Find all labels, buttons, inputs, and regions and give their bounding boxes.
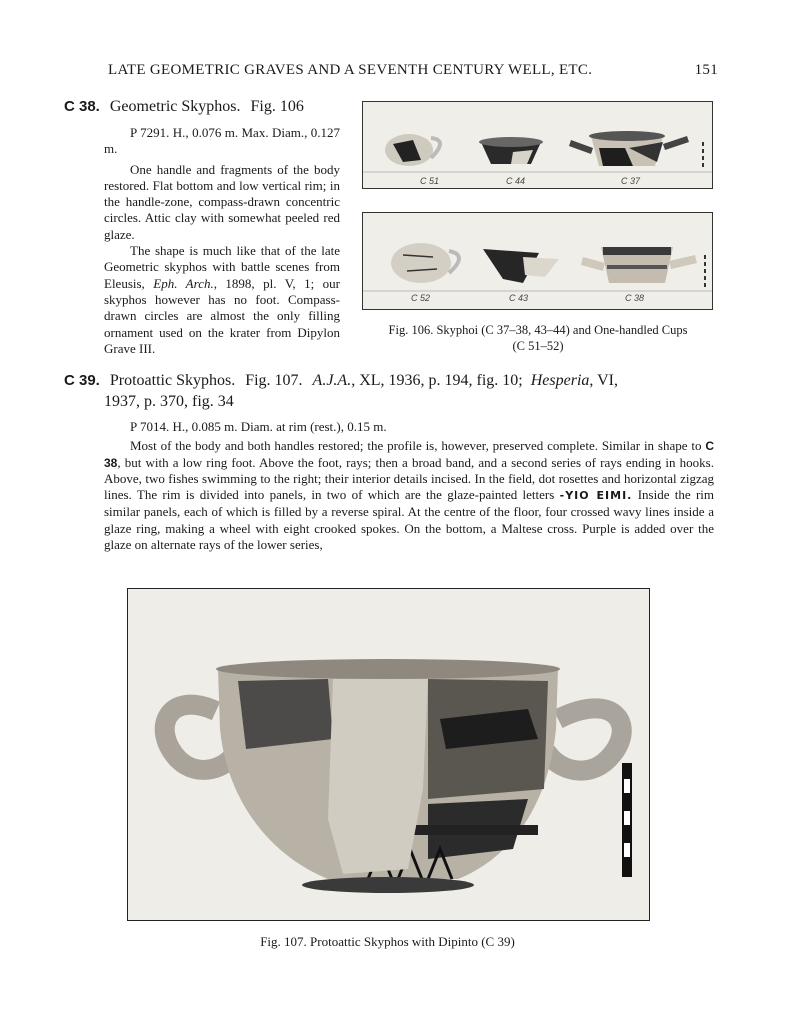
page-number: 151 — [694, 62, 718, 78]
photo-label: C 52 — [411, 293, 431, 303]
figure-106-caption — [358, 322, 718, 354]
running-head — [108, 62, 718, 79]
entry-meta: P 7291. H., 0.076 m. Max. Diam., 0.127 m. — [104, 125, 340, 157]
entry-paragraph — [104, 438, 714, 553]
entry-meta: P 7014. H., 0.085 m. Diam. at rim (rest.), 0.15 m. — [130, 419, 387, 434]
catalog-number: C 39. — [64, 372, 100, 389]
photo-label: C 44 — [506, 176, 526, 186]
citation: Hesperia — [530, 372, 590, 389]
catalog-number: C 38. — [64, 98, 100, 115]
citation: Eph. Arch. — [153, 275, 214, 291]
figure-106-top-photo — [362, 101, 713, 189]
citation: A.J.A. — [312, 372, 352, 389]
entry-title: Protoattic Skyphos. — [109, 372, 236, 389]
entry-c38-heading — [64, 98, 304, 116]
figure-reference: Fig. 107. — [245, 372, 303, 389]
text-run: , but with a low ring foot. Above the foot, rays; then a broad band, and a second series of rays ending in hooks. Above, two fishes swimming to the right; their interior details incised. In the field, dot rosettes and horizontal zigzag lines. The rim is divided into panels, in two of which are the glaze-painted letters — [104, 454, 714, 503]
dipinto-letters: -ΥΙΟ ΕΙΜΙ. — [559, 489, 633, 503]
entry-paragraph — [104, 243, 340, 357]
entry-c39-body — [104, 419, 714, 553]
cups-photo-top — [363, 102, 712, 188]
text-run: The shape is much like that of the late Geometric skyphos with battle scenes from Eleusis, — [104, 243, 340, 291]
text-run: Most of the body and both handles restored; the profile is, however, preserved complete. Similar in shape to — [130, 438, 702, 454]
entry-title: Geometric Skyphos. — [109, 98, 241, 115]
entry-c39-heading-line2: 1937, p. 370, fig. 34 — [104, 393, 234, 410]
skyphos-photo — [128, 589, 649, 920]
photo-label: C 51 — [420, 176, 440, 186]
figure-106-bottom-photo — [362, 212, 713, 310]
entry-c38-body — [104, 125, 340, 357]
photo-label: C 38 — [625, 293, 645, 303]
entry-c39-heading — [64, 372, 714, 390]
caption-line: (C 51–52) — [512, 339, 564, 353]
text-run: , 1898, pl. V, 1; our skyphos however has no foot. Compass-drawn circles are almost the only filling ornament used on the krater from Dipylon Grave III. — [104, 275, 341, 356]
entry-paragraph: One handle and fragments of the body restored. Flat bottom and low vertical rim; in the handle-zone, compass-drawn concentric circles. Attic clay with somewhat peeled red glaze. — [104, 161, 340, 242]
figure-107-photo — [127, 588, 650, 921]
text-run: , XL, 1936, p. 194, fig. 10; — [351, 372, 523, 389]
catalog-reference: C 38 — [104, 439, 715, 470]
figure-107-caption: Fig. 107. Protoattic Skyphos with Dipinto (C 39) — [260, 934, 515, 949]
text-run: Inside the rim similar panels, each of which is filled by a reverse spiral. At the centre of the floor, four crossed wavy lines inside a glaze ring, making a wheel with eight crooked spokes. On the bottom, a Maltese cross. Purple is added over the glaze on alternate rays of the lower series, — [104, 487, 715, 553]
photo-label: C 43 — [509, 293, 529, 303]
caption-line: Fig. 106. Skyphoi (C 37–38, 43–44) and One-handled Cups — [388, 323, 688, 337]
figure-reference: Fig. 106 — [250, 98, 304, 115]
running-head-title: LATE GEOMETRIC GRAVES AND A SEVENTH CENTURY WELL, ETC. — [108, 62, 593, 78]
photo-label: C 37 — [621, 176, 641, 186]
text-run: , VI, — [589, 372, 618, 389]
